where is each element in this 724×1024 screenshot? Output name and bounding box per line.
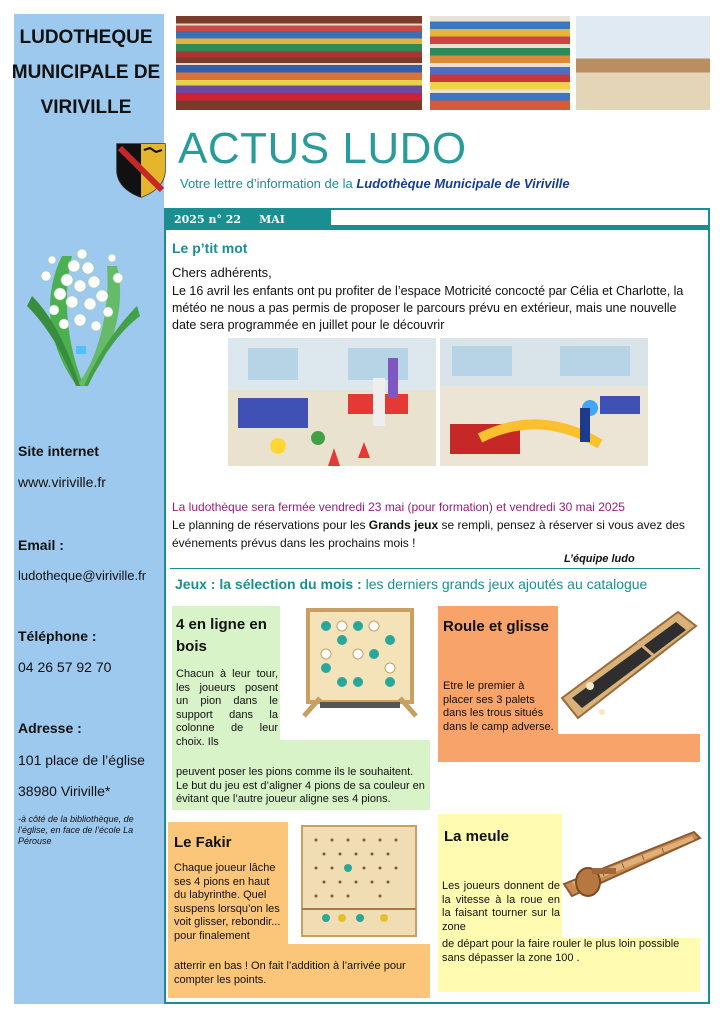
phone-value: 04 26 57 92 70 xyxy=(18,659,112,675)
address-line: 101 place de l’église xyxy=(18,752,145,768)
signature: L’équipe ludo xyxy=(564,553,635,565)
page-title: ACTUS LUDO xyxy=(178,124,467,173)
games-heading xyxy=(175,576,647,592)
game-title: Le Fakir xyxy=(174,834,232,851)
section-divider xyxy=(170,568,700,569)
playroom-photo xyxy=(576,16,710,110)
game-text: de départ pour la faire rouler le plus loin possible sans dépasser la zone 100 . xyxy=(442,938,680,964)
game-title: 4 en ligne en bois xyxy=(176,616,267,655)
address-label: Adresse : xyxy=(18,720,82,736)
issue-number: 2025 n° 22 xyxy=(174,213,242,226)
games-heading-rest: les derniers grands jeux ajoutés au catalogue xyxy=(365,576,648,592)
site-label: Site internet xyxy=(18,443,99,459)
address-line: 38980 Viriville* xyxy=(18,783,111,799)
library-name xyxy=(6,20,166,125)
coat-of-arms-icon xyxy=(114,140,168,198)
game-text: atterrir en bas ! On fait l’addition à l’arrivée pour compter les points. xyxy=(174,960,406,986)
game-text: Chaque joueur lâche ses 4 pions en haut du labyrinthe. Quel suspens lorsqu’on les voit glisser, rebondir... pour finalement xyxy=(174,862,281,942)
subtitle-bold: Ludothèque Municipale de Viriville xyxy=(356,176,570,191)
connect-four-image xyxy=(300,606,424,730)
library-name-line: LUDOTHEQUE xyxy=(19,27,153,48)
greeting: Chers adhérents, xyxy=(172,265,272,280)
intro-text: Le 16 avril les enfants ont pu profiter de l’espace Motricité concocté par Célia et Charlotte, la météo ne nous a pas permis de proposer le parcours prévu en extérieur, mais une nouvelle date sera programmée en juillet pour le découvrir xyxy=(172,284,684,332)
game-title: Roule et glisse xyxy=(443,618,549,635)
fakir-board-image xyxy=(296,824,422,940)
issue-month: MAI xyxy=(259,213,285,226)
library-name-line: VIRIVILLE xyxy=(40,97,132,118)
issue-divider xyxy=(331,225,708,230)
section-heading: Le p’tit mot xyxy=(172,240,248,256)
game-title: La meule xyxy=(444,828,510,845)
motricity-photo xyxy=(440,338,648,466)
game-card-bg xyxy=(558,734,700,762)
lily-of-the-valley-illustration xyxy=(22,236,142,396)
planning-before: Le planning de réservations pour les xyxy=(172,518,369,532)
issue-bar xyxy=(166,210,331,230)
game-text: peuvent poser les pions comme ils le souhaitent. Le but du jeu est d’aligner 4 pions de sa couleur en évitant que l’autre joueur aligne ses 4 pions. xyxy=(176,766,425,805)
library-name-line: MUNICIPALE DE xyxy=(11,62,161,83)
millstone-game-image xyxy=(562,824,704,910)
email-link[interactable]: ludotheque@viriville.fr xyxy=(18,568,147,583)
planning-after: se rempli, pensez à réserver si vous avez des événements prévus dans les prochains mois ! xyxy=(172,518,685,550)
phone-label: Téléphone : xyxy=(18,628,97,644)
address-note: -à côté de la bibliothèque, de l’église, en face de l’école La Pérouse xyxy=(18,814,134,846)
games-heading-bold: Jeux : la sélection du mois : xyxy=(175,576,366,592)
planning-text xyxy=(172,516,700,552)
shelf-photo xyxy=(176,16,422,110)
shuffleboard-image xyxy=(558,606,700,732)
game-text: Chacun à leur tour, les joueurs posent un pion dans le support dans la colonne de leur choix. Ils xyxy=(176,668,278,748)
game-text: Etre le premier à placer ses 3 palets dans les trous situés dans le camp adverse. xyxy=(443,680,554,733)
page-subtitle xyxy=(180,176,570,191)
closure-notice: La ludothèque sera fermée vendredi 23 mai (pour formation) et vendredi 30 mai 2025 xyxy=(172,500,625,514)
game-text: Les joueurs donnent de la vitesse à la roue en la faisant tourner sur la zone xyxy=(442,880,560,933)
motricity-photo xyxy=(228,338,436,466)
email-label: Email : xyxy=(18,537,64,553)
subtitle-prefix: Votre lettre d’information de la xyxy=(180,176,357,191)
planning-bold: Grands jeux xyxy=(368,518,439,532)
shelf-photo xyxy=(430,16,570,110)
site-link[interactable]: www.viriville.fr xyxy=(18,474,106,490)
